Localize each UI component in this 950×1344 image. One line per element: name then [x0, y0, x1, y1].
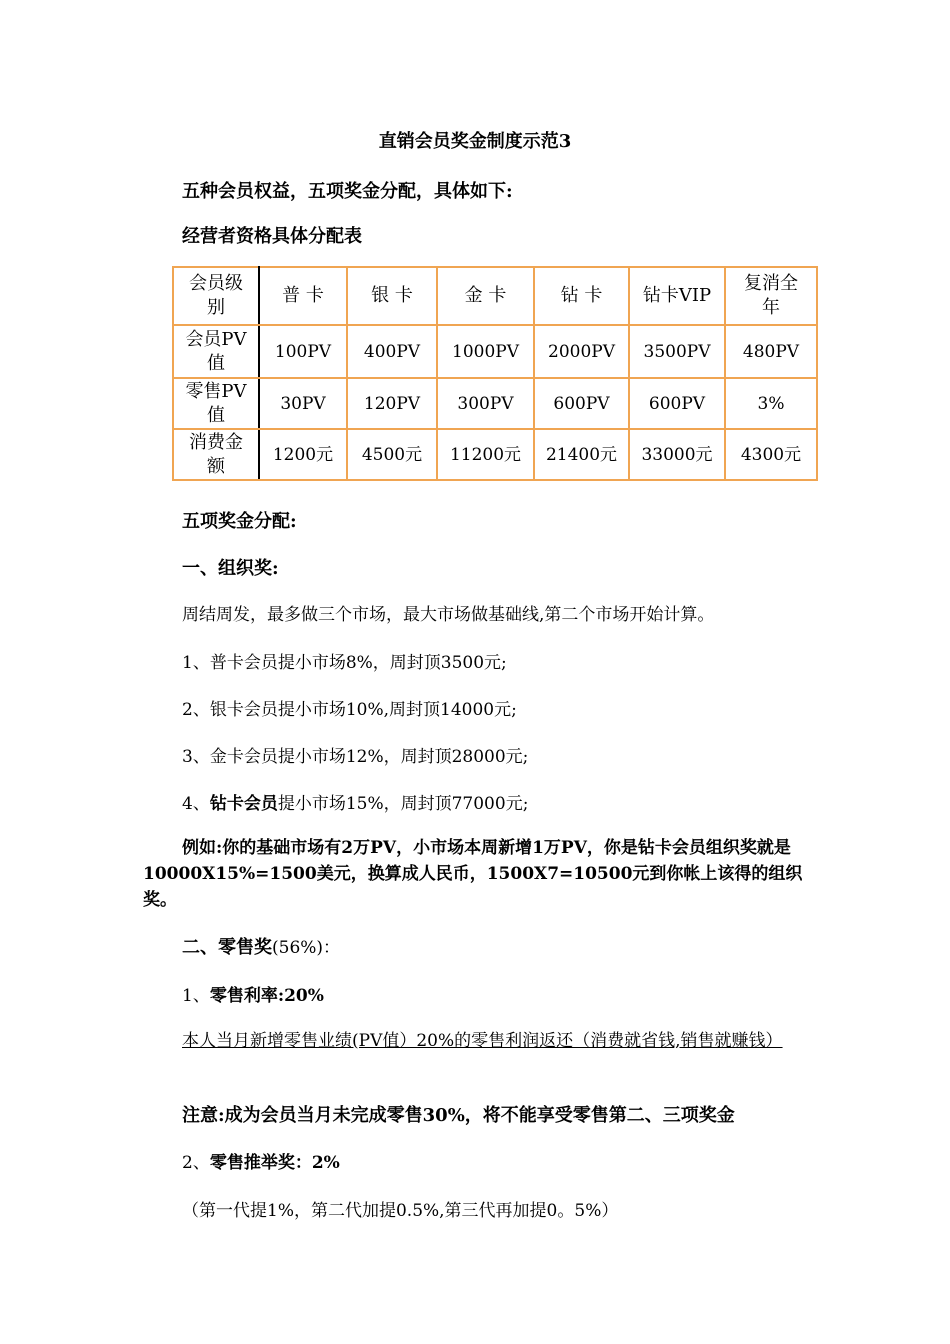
table-cell: 600PV — [534, 378, 629, 429]
table-cell: 33000元 — [629, 429, 725, 480]
header-cell: 会员级别 — [173, 267, 259, 325]
item-number: 1、 — [182, 986, 210, 1006]
table-cell: 4300元 — [725, 429, 817, 480]
table-cell: 300PV — [437, 378, 534, 429]
list-item — [182, 1148, 340, 1173]
table-cell: 2000PV — [534, 325, 629, 378]
table-cell: 1200元 — [259, 429, 347, 480]
retail-rate-description: 本人当月新增零售业绩(PV值）20%的零售利润返还（消费就省钱,销售就赚钱） — [182, 1031, 783, 1051]
row-header-cell: 零售PV值 — [173, 378, 259, 429]
table-cell: 400PV — [347, 325, 437, 378]
table-row — [173, 325, 817, 378]
list-item: 2、银卡会员提小市场10%,周封顶14000元; — [182, 700, 517, 720]
header-cell: 银 卡 — [347, 267, 437, 325]
header-cell: 金 卡 — [437, 267, 534, 325]
list-item: 1、普卡会员提小市场8%，周封顶3500元; — [182, 653, 507, 673]
table-cell: 3% — [725, 378, 817, 429]
item-number: 2、 — [182, 1153, 210, 1173]
item-bold-text: 零售利率:20% — [209, 986, 324, 1006]
table-heading: 经营者资格具体分配表 — [182, 226, 362, 247]
intro-line: 五种会员权益，五项奖金分配，具体如下: — [182, 181, 513, 202]
table-cell: 100PV — [259, 325, 347, 378]
table-header-row — [173, 267, 817, 325]
bonus-heading: 五项奖金分配: — [182, 511, 297, 532]
item-bold-text: 钻卡会员 — [209, 794, 278, 814]
section2-heading-rest: (56%)： — [272, 938, 341, 958]
row-header-cell: 会员PV值 — [173, 325, 259, 378]
list-item — [182, 789, 528, 814]
table-cell: 3500PV — [629, 325, 725, 378]
table-cell: 1000PV — [437, 325, 534, 378]
note-line: 注意:成为会员当月未完成零售30%，将不能享受零售第二、三项奖金 — [182, 1105, 735, 1126]
table-cell: 480PV — [725, 325, 817, 378]
document-title: 直销会员奖金制度示范3 — [378, 131, 572, 152]
table-row — [173, 429, 817, 480]
table-cell: 21400元 — [534, 429, 629, 480]
section1-heading: 一、组织奖: — [182, 558, 279, 579]
section2-heading-bold: 二、零售奖 — [182, 937, 272, 958]
header-cell: 复消全年 — [725, 267, 817, 325]
section2-heading — [182, 933, 340, 959]
table-row — [173, 378, 817, 429]
item-number: 4、 — [182, 794, 210, 814]
header-cell: 普 卡 — [259, 267, 347, 325]
section1-description: 周结周发，最多做三个市场，最大市场做基础线,第二个市场开始计算。 — [182, 605, 715, 625]
header-cell: 钻 卡 — [534, 267, 629, 325]
qualification-table — [172, 266, 818, 481]
item-text: 提小市场15%，周封顶77000元; — [277, 794, 529, 814]
list-item — [182, 981, 324, 1006]
table-cell: 11200元 — [437, 429, 534, 480]
table-cell: 4500元 — [347, 429, 437, 480]
list-item: 3、金卡会员提小市场12%，周封顶28000元; — [182, 747, 529, 767]
item-bold-text: 零售推举奖：2% — [209, 1153, 340, 1173]
table-cell: 600PV — [629, 378, 725, 429]
table-cell: 120PV — [347, 378, 437, 429]
table-cell: 30PV — [259, 378, 347, 429]
example-paragraph: 例如:你的基础市场有2万PV，小市场本周新增1万PV，你是钻卡会员组织奖就是10000X15%=1500美元，换算成人民币，1500X7=10500元到你帐上该得的组织奖。 — [143, 838, 803, 910]
header-cell: 钻卡VIP — [629, 267, 725, 325]
row-header-cell: 消费金额 — [173, 429, 259, 480]
referral-description: （第一代提1%，第二代加提0.5%,第三代再加提0。5%） — [182, 1201, 619, 1221]
